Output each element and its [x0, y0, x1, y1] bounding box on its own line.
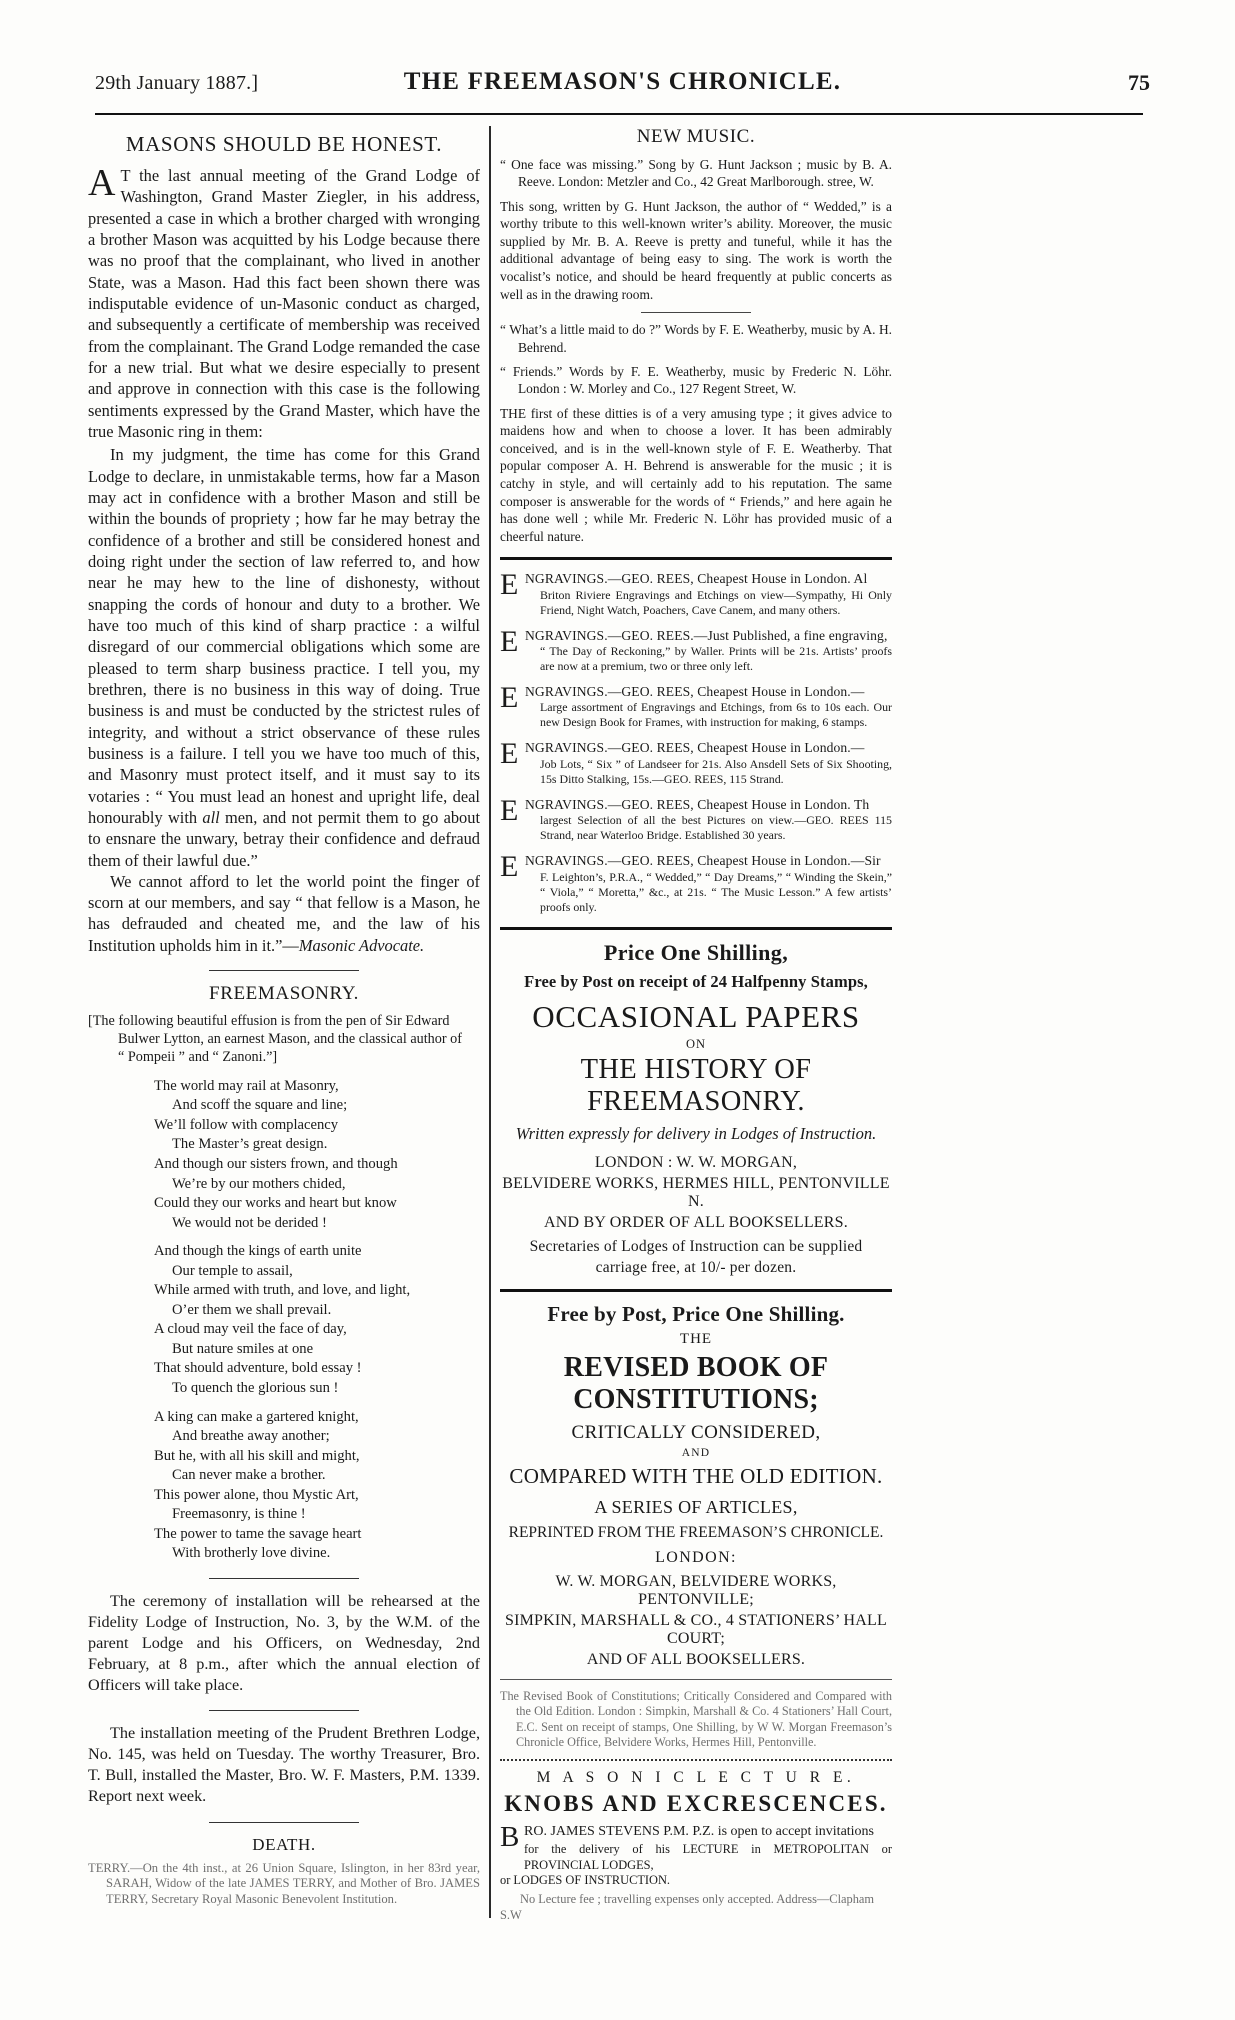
bc-price-line: Free by Post, Price One Shilling. — [547, 1301, 845, 1326]
lecture-top-rule — [500, 1759, 892, 1761]
fidelity-lodge-notice — [88, 1591, 480, 1696]
right-column — [500, 126, 892, 1924]
masthead-rule — [95, 113, 1143, 115]
article-para-3 — [88, 871, 480, 956]
article-para-1: T the last annual meeting of the Grand Lodge of Washington, Grand Master Ziegler, in his address, presented a case in which a brother charged with wronging a brother Mason was acquitted by his Lodge because there was no proof that the complainant, who lived in another State, was a Mason. Had this fact been shown there was indisputable evidence of un-Masonic conduct as charged, and subsequently a certificate of membership was received from the complainant. The Grand Lodge remanded the case for a new trial. But what we desire especially to present and approve in connection with this case is the following sentiments expressed by the Grand Master, which have the true Masonic ring in them: — [88, 166, 480, 441]
left-column — [88, 126, 480, 1908]
bc-publisher-2: SIMPKIN, MARSHALL & CO., 4 STATIONERS’ HALL COURT; — [505, 1611, 887, 1647]
engravings-drop-cap-e: E — [500, 680, 519, 714]
poem-note-line-2: Bulwer Lytton, an earnest Mason, and the classical author of — [118, 1031, 462, 1048]
poem-attribution-note — [88, 1013, 480, 1067]
bc-london-label: LONDON: — [655, 1548, 737, 1566]
occasional-papers-ad — [500, 940, 892, 1277]
engravings-ad-body: Job Lots, “ Six ” of Landseer for 21s. Also Ansdell Sets of Six Shooting, 15s Ditto Stalking, 15s.—GEO. REES, 115 Strand. — [540, 756, 892, 786]
occasional-papers-top-rule — [500, 927, 892, 930]
prudent-notice-text: The installation meeting of the Prudent Brethren Lodge, No. 145, was held on Tuesday. The worthy Treasurer, Bro. T. Bull, installed the Master, Bro. W. F. Masters, P.M. 1339. Report next week. — [88, 1724, 480, 1806]
music-review-lead-caps: THE — [500, 405, 527, 421]
engravings-ad-heading: NGRAVINGS.—GEO. REES, Cheapest House in London.— — [525, 683, 865, 699]
bc-series-line: A SERIES OF ARTICLES, — [594, 1496, 798, 1517]
poem-line: We’re by our mothers chided, — [172, 1175, 346, 1192]
issue-date: 29th January 1887.] — [95, 72, 259, 94]
op-address: BELVIDERE WORKS, HERMES HILL, PENTONVILLE N. — [502, 1174, 890, 1210]
article-para-2-text: In my judgment, the time has come for this Grand Lodge to declare, in unmistakable terms, how far a Mason may act in confidence with a brother Mason and still be within the bounds of propriety ; how far he may betray the confidence of a brother and still be considered honest and doing right under the section of law referred to, and how near he may hew to the line of dishonesty, without snapping the cords of honour and duty to a brother. We have too much of this kind of sharp practice : a wilful disregard of our commercial obligations which some are pleased to term sharp business practice. I tell you, my brethren, there is no business in this way of doing. True business is and must be conducted by the strictest rules of integrity, and without a strict observance of these rules business is a failure. I tell you we have too much of this, and Masonry must protect itself, and it must say to its votaries : “ You must lead an honest and upright life, deal honourably with — [88, 445, 480, 827]
engravings-ad — [500, 739, 892, 786]
op-secretaries-line-2: carriage free, at 10/- per dozen. — [595, 1258, 797, 1276]
bc-publisher-1: W. W. MORGAN, BELVIDERE WORKS, PENTONVILLE; — [555, 1572, 837, 1608]
constitutions-ad — [500, 1302, 892, 1669]
death-section-title: DEATH. — [252, 1834, 316, 1854]
article-lead-paragraph — [88, 162, 480, 442]
section-rule-1 — [209, 970, 359, 971]
engravings-ad-list — [500, 570, 892, 914]
masthead — [95, 68, 1150, 110]
death-notice-entry — [88, 1861, 480, 1909]
lecture-body-line-2: or LODGES OF INSTRUCTION. — [500, 1873, 671, 1888]
poem-line: The Master’s great design. — [172, 1136, 328, 1153]
op-postage-line: Free by Post on receipt of 24 Halfpenny Stamps, — [524, 971, 868, 991]
lecture-drop-cap-b: B — [500, 1821, 520, 1854]
bc-and-word: AND — [681, 1446, 711, 1459]
page-number: 75 — [1128, 70, 1150, 95]
engravings-ad — [500, 852, 892, 914]
lecture-section-title: M A S O N I C L E C T U R E. — [536, 1769, 856, 1787]
op-italic-line: Written expressly for delivery in Lodges of Instruction. — [515, 1123, 877, 1143]
bc-the-word: THE — [679, 1330, 713, 1347]
engravings-drop-cap-e: E — [500, 568, 519, 602]
op-title: OCCASIONAL PAPERS — [532, 998, 860, 1034]
poem-stanza — [154, 1242, 480, 1398]
engravings-ad-body: “ The Day of Reckoning,” by Waller. Prints will be 21s. Artists’ proofs are now at a premium, two or three only left. — [540, 643, 892, 673]
op-london-publisher: LONDON : W. W. MORGAN, — [594, 1153, 798, 1171]
poem-line: And though our sisters frown, and though — [154, 1156, 398, 1172]
engravings-ad-heading: NGRAVINGS.—GEO. REES, Cheapest House in London. Al — [525, 571, 868, 587]
article-body — [88, 444, 480, 956]
engravings-drop-cap-e: E — [500, 850, 519, 884]
column-divider — [489, 126, 491, 1918]
music-item-3-heading: “ Friends.” Words by F. E. Weatherby, music by Frederic N. Löhr. London : W. Morley and Co., 127 Regent Street, W. — [500, 363, 892, 397]
prudent-brethren-notice — [88, 1723, 480, 1807]
music-item-1-heading: “ One face was missing.” Song by G. Hunt Jackson ; music by B. A. Reeve. London: Metzler and Co., 42 Great Marlborough. stree, W. — [500, 157, 892, 190]
music-item-2-heading: “ What’s a little maid to do ?” Words by F. E. Weatherby, music by A. H. Behrend. — [500, 322, 892, 355]
poem-line: The world may rail at Masonry, — [154, 1077, 339, 1094]
new-music-title: NEW MUSIC. — [636, 126, 756, 147]
op-subtitle: THE HISTORY OF FREEMASONRY. — [580, 1053, 812, 1117]
poem-stanza — [154, 1077, 480, 1233]
poem-line: Can never make a brother. — [172, 1467, 326, 1484]
lecture-body-block — [500, 1823, 892, 1889]
engravings-ad-body: Briton Riviere Engravings and Etchings on view—Sympathy, Hi Only Friend, Night Watch, Poachers, Cave Canem, and many others. — [540, 587, 892, 617]
death-notice-surname: TERRY. — [88, 1860, 131, 1875]
fineprint-top-rule — [500, 1679, 892, 1680]
engravings-ad-heading: NGRAVINGS.—GEO. REES, Cheapest House in London.—Sir — [525, 853, 881, 869]
music-rule-1 — [641, 312, 751, 313]
poem-line: This power alone, thou Mystic Art, — [154, 1486, 359, 1503]
article-title: MASONS SHOULD BE HONEST. — [125, 132, 443, 156]
poem-line: And though the kings of earth unite — [154, 1243, 362, 1260]
lecture-lead-line: RO. JAMES STEVENS P.M. P.Z. is open to accept invitations — [524, 1824, 875, 1840]
lecture-body-line-1: for the delivery of his LECTURE in METROPOLITAN or PROVINCIAL LODGES, — [524, 1841, 892, 1872]
engravings-drop-cap-e: E — [500, 624, 519, 658]
freemasonry-title: FREEMASONRY. — [209, 983, 359, 1005]
op-booksellers: AND BY ORDER OF ALL BOOKSELLERS. — [544, 1213, 848, 1231]
poem-line: We would not be derided ! — [172, 1214, 327, 1231]
music-review-body-text: first of these ditties is of a very amusing type ; it gives advice to maidens how and when to choose a lover. It has been admirably conceived, and is in the well-known style of F. E. Weatherby. That popular composer A. H. Behrend is answerable for the music ; it is catchy in style, and will certainly add to his reputation. The same composer is answerable for the words of “ Friends,” and here again he has done well ; while Mr. Frederic N. Löhr has provided music of a cheerful nature. — [500, 405, 892, 544]
article-para-2-cont: men, and not permit them to go about to ensnare the unwary, betray their confidence and defraud them of their lawful due.” — [88, 807, 480, 870]
engravings-ad-body: largest Selection of all the best Pictures on view.—GEO. REES 115 Strand, near Waterloo Bridge. Established 30 years. — [540, 813, 892, 843]
bc-reprinted-line: REPRINTED FROM THE FREEMASON’S CHRONICLE. — [508, 1523, 884, 1541]
music-item-3-review — [500, 405, 892, 545]
engravings-ad-heading: NGRAVINGS.—GEO. REES, Cheapest House in London. Th — [525, 796, 870, 812]
poem-line: The power to tame the savage heart — [154, 1525, 362, 1542]
lecture-footer: No Lecture fee ; travelling expenses only accepted. Address—Clapham S.W — [500, 1892, 875, 1923]
bc-publisher-3: AND OF ALL BOOKSELLERS. — [586, 1650, 806, 1668]
poem-note-line-1: [The following beautiful effusion is from the pen of Sir Edward — [88, 1013, 450, 1030]
poem-note-line-3: “ Pompeii ” and “ Zanoni.”] — [118, 1048, 278, 1065]
poem-line: And breathe away another; — [172, 1428, 330, 1445]
bc-title: REVISED BOOK OF CONSTITUTIONS; — [563, 1351, 829, 1415]
section-rule-4 — [209, 1822, 359, 1823]
engravings-top-rule — [500, 557, 892, 560]
poem-line: But nature smiles at one — [172, 1340, 314, 1357]
music-item-1-review: This song, written by G. Hunt Jackson, the author of “ Wedded,” is a worthy tribute to this well-known writer’s ability. Moreover, the music supplied by Mr. B. A. Reeve is pretty and tuneful, while it has the additional advantage of being easy to sing. The work is worth the vocalist’s notice, and should be heard frequently at public concerts as well as in the drawing room. — [500, 198, 892, 302]
poem-line: We’ll follow with complacency — [154, 1116, 339, 1133]
engravings-ad-heading: NGRAVINGS.—GEO. REES.—Just Published, a fine engraving, — [525, 627, 888, 643]
constitutions-top-rule — [500, 1289, 892, 1292]
constitutions-fineprint: The Revised Book of Constitutions; Critically Considered and Compared with the Old Edition. London : Simpkin, Marshall & Co. 4 Stationers’ Hall Court, E.C. Sent on receipt of stamps, One Shilling, by W W. Morgan Freemason’s Chronicle Office, Belvidere Works, Hermes Hill, Pentonville. — [500, 1688, 892, 1749]
engravings-ad-body: Large assortment of Engravings and Etchings, from 6s to 10s each. Our new Design Book for Frames, with instruction for making, 6 stamps. — [540, 700, 892, 730]
engravings-ad — [500, 793, 892, 843]
engravings-ad — [500, 624, 892, 674]
engravings-ad — [500, 570, 892, 617]
publication-title: THE FREEMASON'S CHRONICLE. — [403, 68, 842, 95]
poem-line: A king can make a gartered knight, — [154, 1408, 359, 1425]
op-price-line: Price One Shilling, — [603, 939, 789, 965]
section-rule-2 — [209, 1578, 359, 1579]
masonic-lecture-ad — [500, 1769, 892, 1924]
bc-critically-line: CRITICALLY CONSIDERED, — [571, 1421, 821, 1443]
article-source-credit: Masonic Advocate. — [298, 935, 425, 955]
poem-line: That should adventure, bold essay ! — [154, 1360, 362, 1377]
engravings-ad — [500, 680, 892, 730]
op-on-word: ON — [685, 1036, 707, 1051]
poem-line: While armed with truth, and love, and light, — [154, 1282, 411, 1299]
lecture-headline: KNOBS AND EXCRESCENCES. — [504, 1791, 888, 1817]
poem-line: To quench the glorious sun ! — [172, 1380, 339, 1397]
article-para-2-emphasis: all — [202, 807, 220, 827]
bc-compared-line: COMPARED WITH THE OLD EDITION. — [509, 1463, 883, 1488]
section-rule-3 — [209, 1710, 359, 1711]
engravings-drop-cap-e: E — [500, 737, 519, 771]
engravings-drop-cap-e: E — [500, 793, 519, 827]
death-notice-text: —On the 4th inst., at 26 Union Square, Islington, in her 83rd year, SARAH, Widow of the late JAMES TERRY, and Mother of Bro. JAMES TERRY, Secretary Royal Masonic Benevolent Institution. — [106, 1860, 480, 1907]
engravings-ad-heading: NGRAVINGS.—GEO. REES, Cheapest House in London.— — [525, 740, 865, 756]
poem-line: O’er them we shall prevail. — [172, 1301, 332, 1318]
freemasonry-poem — [154, 1077, 480, 1564]
poem-line: Our temple to assail, — [172, 1262, 293, 1279]
poem-line: With brotherly love divine. — [172, 1545, 331, 1562]
poem-line: And scoff the square and line; — [172, 1097, 348, 1114]
poem-stanza — [154, 1408, 480, 1564]
article-para-2 — [88, 444, 480, 871]
op-secretaries-line-1: Secretaries of Lodges of Instruction can be supplied — [529, 1237, 863, 1255]
drop-cap-a: A — [88, 162, 116, 204]
poem-line: Freemasonry, is thine ! — [172, 1506, 306, 1523]
poem-line: A cloud may veil the face of day, — [154, 1321, 347, 1338]
article-para-3-text: We cannot afford to let the world point the finger of scorn at our members, and say “ that fellow is a Mason, he has defrauded and cheated me, and the law of his Institution upholds him in it.”— — [88, 871, 480, 955]
poem-line: Could they our works and heart but know — [154, 1195, 397, 1212]
fidelity-notice-text: The ceremony of installation will be rehearsed at the Fidelity Lodge of Instruction, No. 3, by the W.M. of the parent Lodge and his Officers, on Wednesday, 2nd February, at 8 p.m., after which the annual election of Officers will take place. — [88, 1591, 480, 1695]
poem-line: But he, with all his skill and might, — [154, 1447, 360, 1464]
engravings-ad-body: F. Leighton’s, P.R.A., “ Wedded,” “ Day Dreams,” “ Winding the Skein,” “ Viola,” “ Moretta,” &c., at 21s. “ The Music Lesson.” A few artists’ proofs only. — [540, 869, 892, 914]
